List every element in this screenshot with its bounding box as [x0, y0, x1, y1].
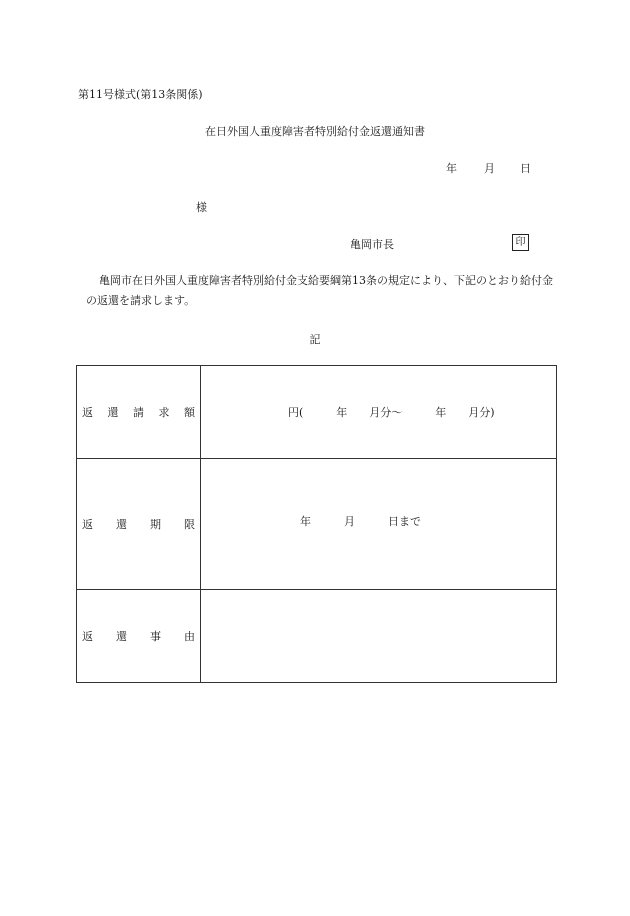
reason-label-char: 事	[150, 630, 161, 643]
detail-table	[76, 365, 557, 683]
date-day-label: 日	[520, 162, 531, 175]
date-line	[446, 160, 531, 176]
form-number: 第11号様式(第13条関係)	[78, 88, 203, 101]
body-paragraph: 亀岡市在日外国人重度障害者特別給付金支給要綱第13条の規定により、下記のとおり給付金の返還を請求します。	[86, 274, 553, 307]
amount-label-char: 請	[133, 406, 144, 419]
addressee-suffix: 様	[196, 201, 207, 214]
reason-label-char: 還	[116, 630, 127, 643]
amount-value: 円( 年 月分〜 年 月分)	[288, 406, 495, 419]
seal-mark: 印	[512, 234, 529, 251]
reason-value-cell	[201, 590, 557, 683]
deadline-value-cell	[201, 459, 557, 590]
amount-value-cell	[201, 366, 557, 459]
table-row-deadline	[77, 459, 557, 590]
issuer-name: 亀岡市長	[350, 238, 394, 251]
deadline-label-char: 還	[116, 518, 127, 531]
deadline-label-char: 限	[184, 518, 195, 531]
date-year-label: 年	[446, 162, 457, 175]
amount-label-char: 求	[158, 406, 170, 419]
table-row-reason	[77, 590, 557, 683]
deadline-label-char: 期	[150, 518, 161, 531]
deadline-value: 年 月 日まで	[300, 515, 421, 528]
table-row-amount	[77, 366, 557, 459]
amount-label	[77, 366, 201, 459]
reason-label-char: 由	[184, 630, 195, 643]
date-month-label: 月	[484, 162, 495, 175]
document-title: 在日外国人重度障害者特別給付金返還通知書	[205, 125, 425, 138]
reason-label	[77, 590, 201, 683]
deadline-label-char: 返	[82, 518, 93, 531]
amount-label-char: 返	[82, 406, 93, 419]
amount-label-char: 額	[184, 406, 195, 419]
note-heading: 記	[309, 333, 321, 346]
deadline-label	[77, 459, 201, 590]
reason-label-char: 返	[82, 630, 93, 643]
amount-label-char: 還	[107, 406, 119, 419]
